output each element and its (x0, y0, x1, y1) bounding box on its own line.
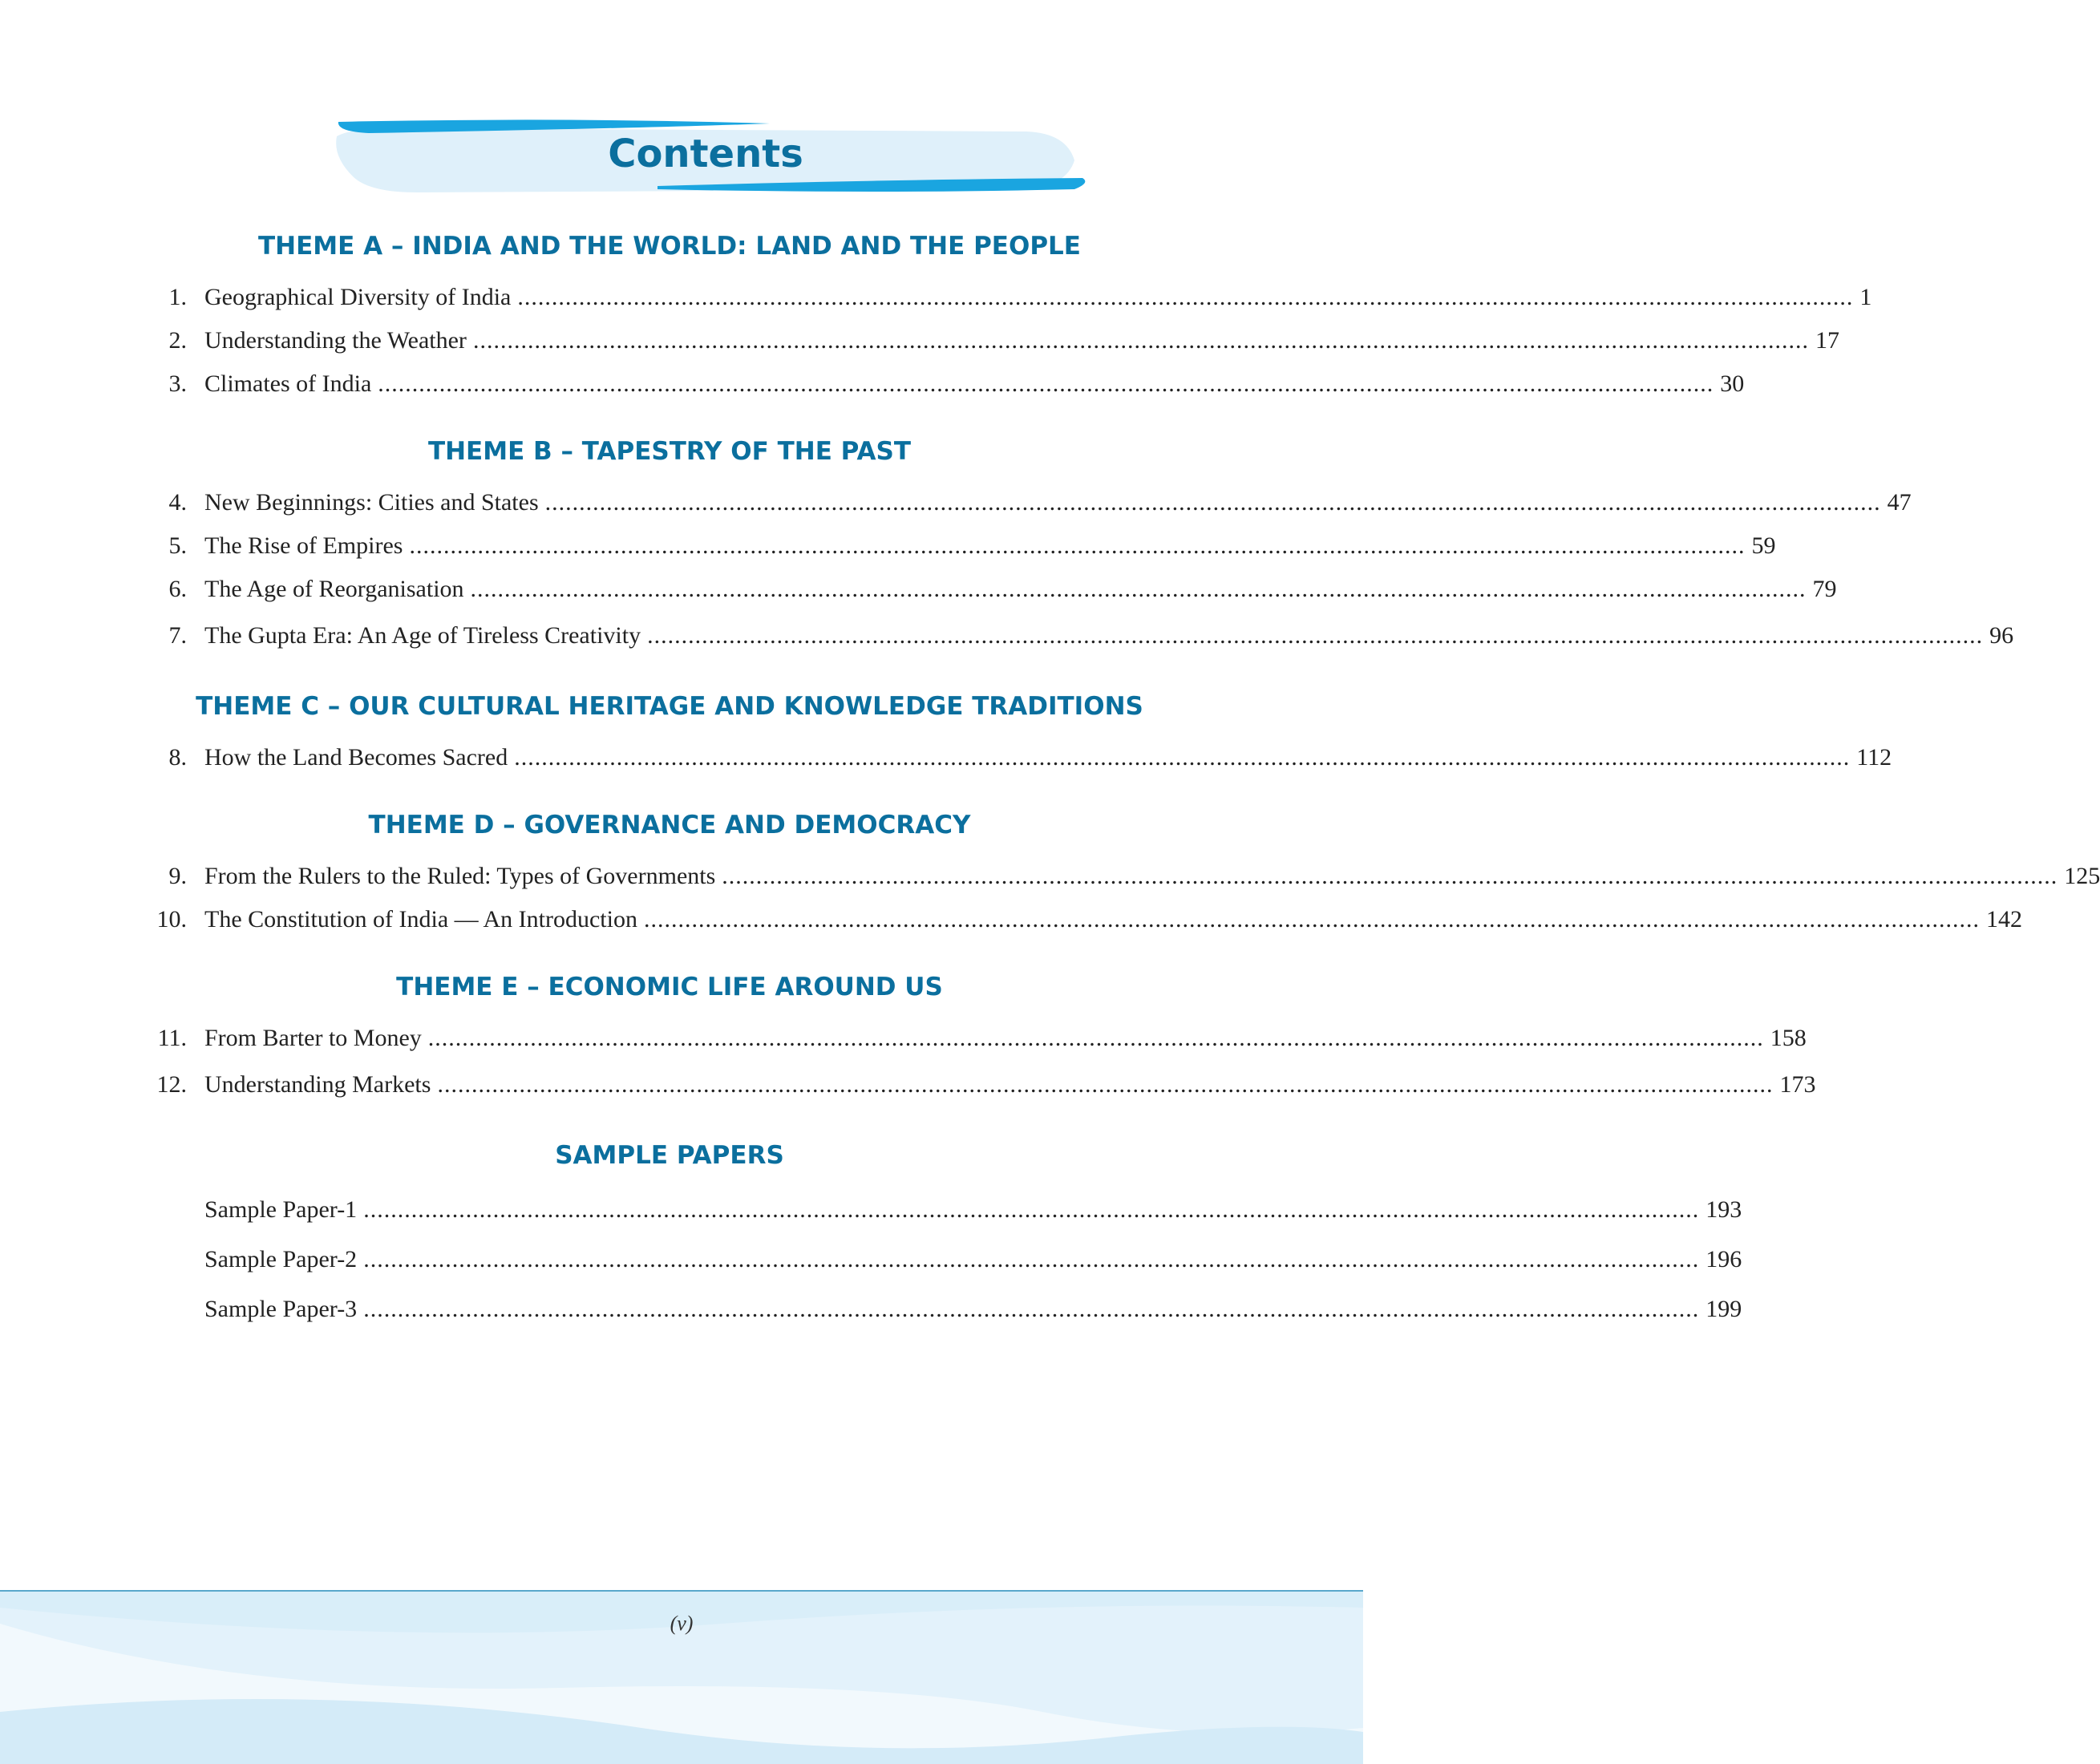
toc-entry[interactable] (136, 481, 1912, 524)
chapter-title: Climates of India (204, 370, 372, 397)
dot-leader: .................................................................................................................................................................................................... (437, 1071, 1774, 1098)
page-number: 173 (1779, 1071, 1816, 1098)
page-number: 125 (2064, 863, 2100, 889)
dot-leader: .................................................................................................................................................................................................... (514, 744, 1851, 771)
toc-entry[interactable] (136, 319, 1839, 362)
page-number: 59 (1751, 532, 1776, 559)
toc-entry[interactable] (136, 736, 1892, 779)
chapter-number: 3. (168, 370, 187, 397)
page-number: 47 (1887, 489, 1912, 516)
theme-heading: THEME E – ECONOMIC LIFE AROUND US (396, 973, 943, 1001)
page-number: 158 (1770, 1025, 1807, 1051)
chapter-number: 11. (157, 1025, 187, 1051)
page-number: 17 (1815, 327, 1839, 354)
dot-leader: .................................................................................................................................................................................................... (378, 370, 1714, 397)
toc-entry[interactable] (136, 855, 2100, 898)
chapter-number: 10. (156, 906, 187, 933)
page-number: 199 (1705, 1296, 1742, 1322)
chapter-title: Understanding the Weather (204, 327, 467, 354)
page-number: 79 (1812, 576, 1837, 602)
page-number: 196 (1705, 1246, 1742, 1272)
dot-leader: .................................................................................................................................................................................................... (363, 1246, 1700, 1272)
toc-entry[interactable] (136, 568, 1837, 611)
chapter-title: New Beginnings: Cities and States (204, 489, 539, 516)
chapter-number: 7. (168, 622, 187, 649)
theme-heading: THEME A – INDIA AND THE WORLD: LAND AND THE PEOPLE (258, 232, 1081, 261)
page-number: 112 (1856, 744, 1892, 771)
toc-entry[interactable] (136, 1060, 1816, 1110)
toc-entry[interactable] (136, 1185, 1742, 1235)
page-number: 96 (1989, 622, 2014, 649)
chapter-number: 9. (168, 863, 187, 889)
toc-entry[interactable] (136, 611, 2014, 661)
toc-entry[interactable] (136, 362, 1745, 406)
theme-heading: SAMPLE PAPERS (555, 1141, 784, 1170)
chapter-title: The Constitution of India — An Introduction (204, 906, 637, 933)
contents-banner (321, 112, 1090, 208)
sample-paper-title: Sample Paper-3 (204, 1296, 358, 1322)
chapter-title: How the Land Becomes Sacred (204, 744, 508, 771)
sample-paper-title: Sample Paper-1 (204, 1196, 358, 1223)
chapter-title: The Gupta Era: An Age of Tireless Creativity (204, 622, 641, 649)
dot-leader: .................................................................................................................................................................................................... (472, 327, 1809, 354)
chapter-title: From Barter to Money (204, 1025, 422, 1051)
chapter-number: 1. (168, 284, 187, 310)
page-title: Contents (608, 131, 803, 176)
toc-entry[interactable] (136, 1017, 1807, 1060)
chapter-number: 6. (168, 576, 187, 602)
dot-leader: .................................................................................................................................................................................................... (544, 489, 1881, 516)
chapter-title: From the Rulers to the Ruled: Types of Governments (204, 863, 716, 889)
toc-entry[interactable] (136, 276, 1872, 319)
dot-leader: .................................................................................................................................................................................................... (647, 622, 1984, 649)
page-number: 30 (1720, 370, 1745, 397)
toc-entry[interactable] (136, 1285, 1742, 1334)
chapter-number: 12. (156, 1071, 187, 1098)
page-number: 142 (1985, 906, 2022, 933)
theme-heading: THEME B – TAPESTRY OF THE PAST (427, 437, 912, 466)
sample-paper-title: Sample Paper-2 (204, 1246, 358, 1272)
dot-leader: .................................................................................................................................................................................................... (363, 1296, 1700, 1322)
theme-heading: THEME C – OUR CULTURAL HERITAGE AND KNOWLEDGE TRADITIONS (196, 692, 1143, 721)
dot-leader: .................................................................................................................................................................................................... (363, 1196, 1700, 1223)
dot-leader: .................................................................................................................................................................................................... (427, 1025, 1764, 1051)
chapter-title: Geographical Diversity of India (204, 284, 512, 310)
dot-leader: .................................................................................................................................................................................................... (517, 284, 1854, 310)
chapter-number: 2. (168, 327, 187, 354)
chapter-number: 8. (168, 744, 187, 771)
page-number-footer: (v) (670, 1612, 694, 1635)
dot-leader: .................................................................................................................................................................................................... (470, 576, 1807, 602)
chapter-title: The Rise of Empires (204, 532, 403, 559)
page-number: 1 (1859, 284, 1872, 310)
toc-entry[interactable] (136, 524, 1776, 568)
dot-leader: .................................................................................................................................................................................................... (722, 863, 2058, 889)
table-of-contents (136, 216, 2100, 1334)
theme-heading: THEME D – GOVERNANCE AND DEMOCRACY (368, 811, 971, 840)
chapter-title: The Age of Reorganisation (204, 576, 464, 602)
dot-leader: .................................................................................................................................................................................................... (409, 532, 1746, 559)
toc-entry[interactable] (136, 1235, 1742, 1285)
chapter-title: Understanding Markets (204, 1071, 431, 1098)
toc-entry[interactable] (136, 898, 2022, 941)
chapter-number: 4. (168, 489, 187, 516)
page-number: 193 (1705, 1196, 1742, 1223)
chapter-number: 5. (168, 532, 187, 559)
dot-leader: .................................................................................................................................................................................................... (643, 906, 1980, 933)
